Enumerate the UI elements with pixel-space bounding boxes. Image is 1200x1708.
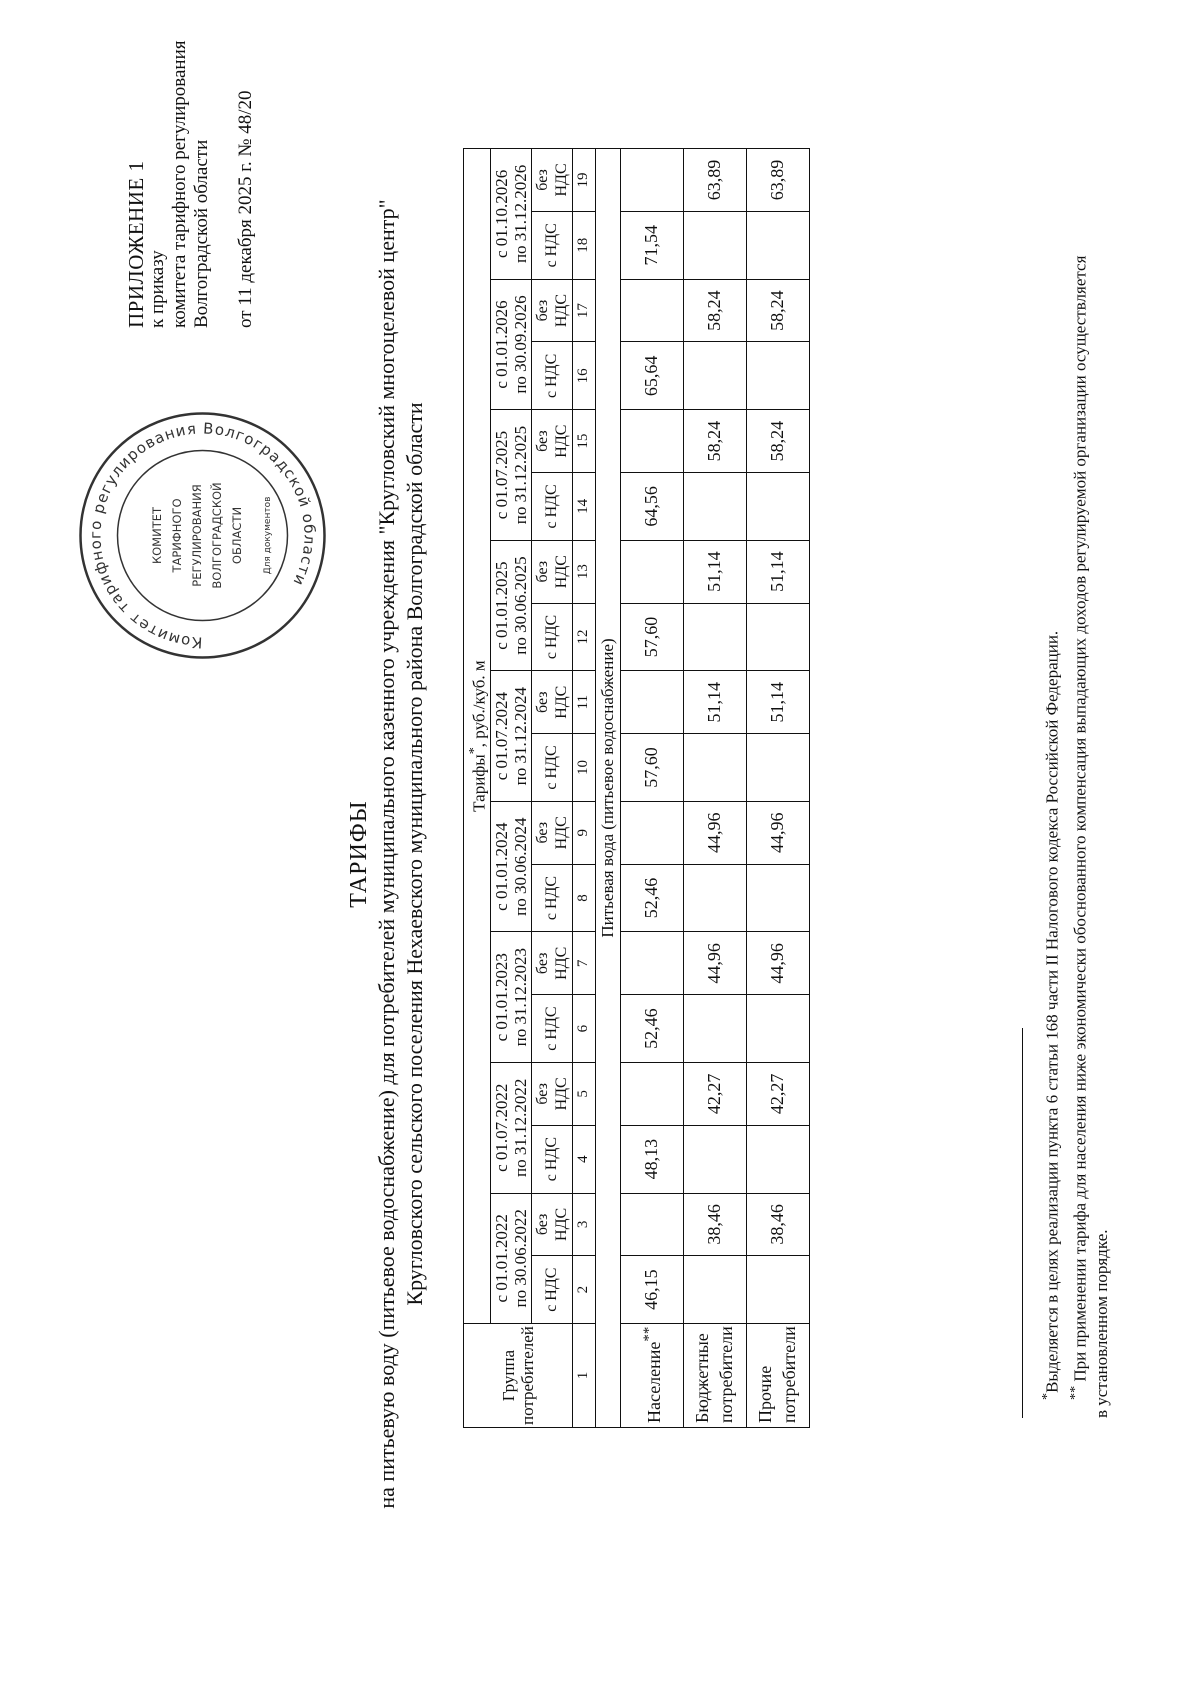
approval-line: к приказу xyxy=(147,250,168,328)
tariff-value xyxy=(683,211,746,279)
table-row xyxy=(620,149,683,1428)
seal-ring-text: Комитет тарифного регулирования Волгоградской области xyxy=(86,419,319,652)
column-number: 15 xyxy=(572,410,595,473)
tariffs-header-cell: Тарифы*, руб./куб. м xyxy=(464,149,491,1324)
tariff-value: 44,96 xyxy=(683,801,746,864)
column-number: 17 xyxy=(572,279,595,342)
period-from: с 01.07.2022 xyxy=(491,1083,511,1172)
period-from: с 01.07.2025 xyxy=(491,430,511,520)
vat-header-row xyxy=(531,149,572,1428)
without-vat-header: без НДС xyxy=(531,410,572,473)
seal-center-line: РЕГУЛИРОВАНИЯ xyxy=(190,484,204,587)
tariff-value xyxy=(746,472,809,540)
column-number: 13 xyxy=(572,540,595,603)
footnote-2: ** При применении тарифа для населения ниже экономически обоснованного компенсация выпадающих доходов регулируемой организации осуществляется xyxy=(1066,255,1090,1400)
period-to: по 30.06.2022 xyxy=(510,1209,530,1308)
tariff-value xyxy=(620,540,683,603)
period-to: по 30.09.2026 xyxy=(510,295,530,394)
period-header xyxy=(490,932,531,1063)
without-vat-header: без НДС xyxy=(531,671,572,734)
tariff-value xyxy=(620,279,683,342)
appendix-title: ПРИЛОЖЕНИЕ 1 xyxy=(124,160,148,328)
period-to: по 31.12.2026 xyxy=(510,164,530,264)
tariff-value xyxy=(620,801,683,864)
with-vat-header: с НДС xyxy=(531,734,572,802)
column-number: 9 xyxy=(572,801,595,864)
document-heading xyxy=(345,0,429,1708)
column-number: 19 xyxy=(572,149,595,212)
period-header xyxy=(490,1063,531,1194)
column-number: 8 xyxy=(572,864,595,932)
without-vat-header: без НДС xyxy=(531,932,572,995)
tariff-value xyxy=(683,472,746,540)
section-row xyxy=(595,149,620,1428)
period-header xyxy=(490,540,531,671)
tariff-value xyxy=(620,1063,683,1126)
without-vat-header: без НДС xyxy=(531,1063,572,1126)
tariff-value xyxy=(683,603,746,671)
tariff-value xyxy=(620,149,683,212)
document-title: ТАРИФЫ xyxy=(346,800,372,908)
tariff-value xyxy=(683,734,746,802)
period-to: по 31.12.2024 xyxy=(510,686,530,786)
column-number-row xyxy=(572,149,595,1428)
footnote-2-continued: в установленном порядке. xyxy=(1092,1229,1112,1418)
tariff-value: 51,14 xyxy=(683,671,746,734)
table-row xyxy=(683,149,746,1428)
tariff-value xyxy=(746,342,809,410)
seal-center-line: ТАРИФНОГО xyxy=(170,498,184,573)
approval-line: Волгоградской области xyxy=(191,139,212,328)
period-from: с 01.01.2026 xyxy=(491,300,511,389)
without-vat-header: без НДС xyxy=(531,279,572,342)
tariff-value: 52,46 xyxy=(620,995,683,1063)
with-vat-header: с НДС xyxy=(531,1125,572,1193)
table-row xyxy=(746,149,809,1428)
period-from: с 01.01.2023 xyxy=(491,953,511,1042)
period-to: по 31.12.2025 xyxy=(510,425,530,525)
without-vat-header: без НДС xyxy=(531,1193,572,1256)
group-header-cell: Группа потребителей xyxy=(464,1324,573,1428)
period-to: по 31.12.2022 xyxy=(510,1078,530,1177)
with-vat-header: с НДС xyxy=(531,995,572,1063)
period-from: с 01.01.2024 xyxy=(491,822,511,911)
seal-center-line: ВОЛГОГРАДСКОЙ xyxy=(210,482,224,589)
tariff-value: 42,27 xyxy=(683,1063,746,1126)
with-vat-header: с НДС xyxy=(531,472,572,540)
tariff-value: 64,56 xyxy=(620,472,683,540)
tariff-value xyxy=(683,995,746,1063)
consumer-group-label: Прочие потребители xyxy=(746,1324,809,1428)
column-number: 5 xyxy=(572,1063,595,1126)
column-number: 14 xyxy=(572,472,595,540)
tariff-value: 58,24 xyxy=(683,279,746,342)
consumer-group-label: Бюджетные потребители xyxy=(683,1324,746,1428)
tariff-value: 51,14 xyxy=(746,671,809,734)
official-seal xyxy=(75,408,330,663)
approval-block xyxy=(125,18,257,328)
tariff-value: 58,24 xyxy=(746,410,809,473)
tariff-value: 58,24 xyxy=(746,279,809,342)
heading-line: на питьевую воду (питьевое водоснабжение) для потребителей муниципального казенного учреждения "Кругловский многоцелевой центр" xyxy=(374,199,399,1509)
footnote-divider xyxy=(1022,1028,1023,1418)
column-number: 6 xyxy=(572,995,595,1063)
tariff-value: 42,27 xyxy=(746,1063,809,1126)
tariff-value: 57,60 xyxy=(620,734,683,802)
tariff-value xyxy=(683,1256,746,1324)
footnote-1: *Выделяется в целях реализации пункта 6 статьи 168 части II Налогового кодекса Российской Федерации. xyxy=(1039,630,1062,1400)
tariff-value xyxy=(746,211,809,279)
without-vat-header: без НДС xyxy=(531,540,572,603)
section-title: Питьевая вода (питьевое водоснабжение) xyxy=(595,149,620,1428)
tariff-value: 63,89 xyxy=(683,149,746,212)
column-number: 12 xyxy=(572,603,595,671)
column-number: 1 xyxy=(572,1324,595,1428)
seal-center-line: ОБЛАСТИ xyxy=(230,506,244,565)
tariff-value: 51,14 xyxy=(683,540,746,603)
seal-bottom-text: Для документов xyxy=(263,496,273,575)
tariff-value: 58,24 xyxy=(683,410,746,473)
tariff-table xyxy=(463,148,810,1428)
tariff-value xyxy=(746,1256,809,1324)
column-number: 3 xyxy=(572,1193,595,1256)
period-header xyxy=(490,671,531,802)
tariff-value: 46,15 xyxy=(620,1256,683,1324)
period-from: с 01.07.2024 xyxy=(491,691,511,781)
tariff-value xyxy=(620,410,683,473)
tariff-value: 57,60 xyxy=(620,603,683,671)
period-header xyxy=(490,1193,531,1324)
consumer-group-label: Население** xyxy=(620,1324,683,1428)
column-number: 10 xyxy=(572,734,595,802)
period-header-row xyxy=(490,149,531,1428)
column-number: 16 xyxy=(572,342,595,410)
period-header xyxy=(490,801,531,932)
without-vat-header: без НДС xyxy=(531,149,572,212)
tariff-value xyxy=(746,995,809,1063)
tariff-value xyxy=(620,1193,683,1256)
tariff-value xyxy=(746,734,809,802)
period-from: с 01.01.2022 xyxy=(491,1214,511,1303)
period-header xyxy=(490,149,531,280)
tariff-value: 48,13 xyxy=(620,1125,683,1193)
tariff-value: 63,89 xyxy=(746,149,809,212)
period-header xyxy=(490,279,531,410)
tariff-value: 71,54 xyxy=(620,211,683,279)
footnotes xyxy=(1036,18,1113,1418)
tariff-value: 51,14 xyxy=(746,540,809,603)
tariff-value: 38,46 xyxy=(746,1193,809,1256)
tariff-value: 44,96 xyxy=(683,932,746,995)
tariff-value xyxy=(746,1125,809,1193)
with-vat-header: с НДС xyxy=(531,1256,572,1324)
heading-line: Кругловского сельского поселения Нехаевского муниципального района Волгоградской области xyxy=(402,402,427,1306)
without-vat-header: без НДС xyxy=(531,801,572,864)
approval-line: комитета тарифного регулирования xyxy=(169,40,190,328)
period-to: по 30.06.2025 xyxy=(510,556,530,655)
with-vat-header: с НДС xyxy=(531,864,572,932)
tariff-value: 44,96 xyxy=(746,932,809,995)
tariff-value xyxy=(683,342,746,410)
tariff-value xyxy=(620,932,683,995)
period-header xyxy=(490,410,531,541)
column-number: 11 xyxy=(572,671,595,734)
column-number: 18 xyxy=(572,211,595,279)
column-number: 2 xyxy=(572,1256,595,1324)
with-vat-header: с НДС xyxy=(531,603,572,671)
tariff-value xyxy=(620,671,683,734)
tariff-value: 52,46 xyxy=(620,864,683,932)
tariff-value xyxy=(683,864,746,932)
period-to: по 31.12.2023 xyxy=(510,948,530,1047)
period-from: с 01.10.2026 xyxy=(491,169,511,259)
with-vat-header: с НДС xyxy=(531,342,572,410)
tariff-value xyxy=(746,603,809,671)
with-vat-header: с НДС xyxy=(531,211,572,279)
tariff-value: 38,46 xyxy=(683,1193,746,1256)
period-to: по 30.06.2024 xyxy=(510,817,530,916)
period-from: с 01.01.2025 xyxy=(491,561,511,650)
tariff-value xyxy=(683,1125,746,1193)
tariff-value: 44,96 xyxy=(746,801,809,864)
column-number: 7 xyxy=(572,932,595,995)
approval-date: от 11 декабря 2025 г. № 48/20 xyxy=(235,90,256,328)
tariff-value: 65,64 xyxy=(620,342,683,410)
seal-center-line: КОМИТЕТ xyxy=(150,506,164,565)
column-number: 4 xyxy=(572,1125,595,1193)
tariff-value xyxy=(746,864,809,932)
